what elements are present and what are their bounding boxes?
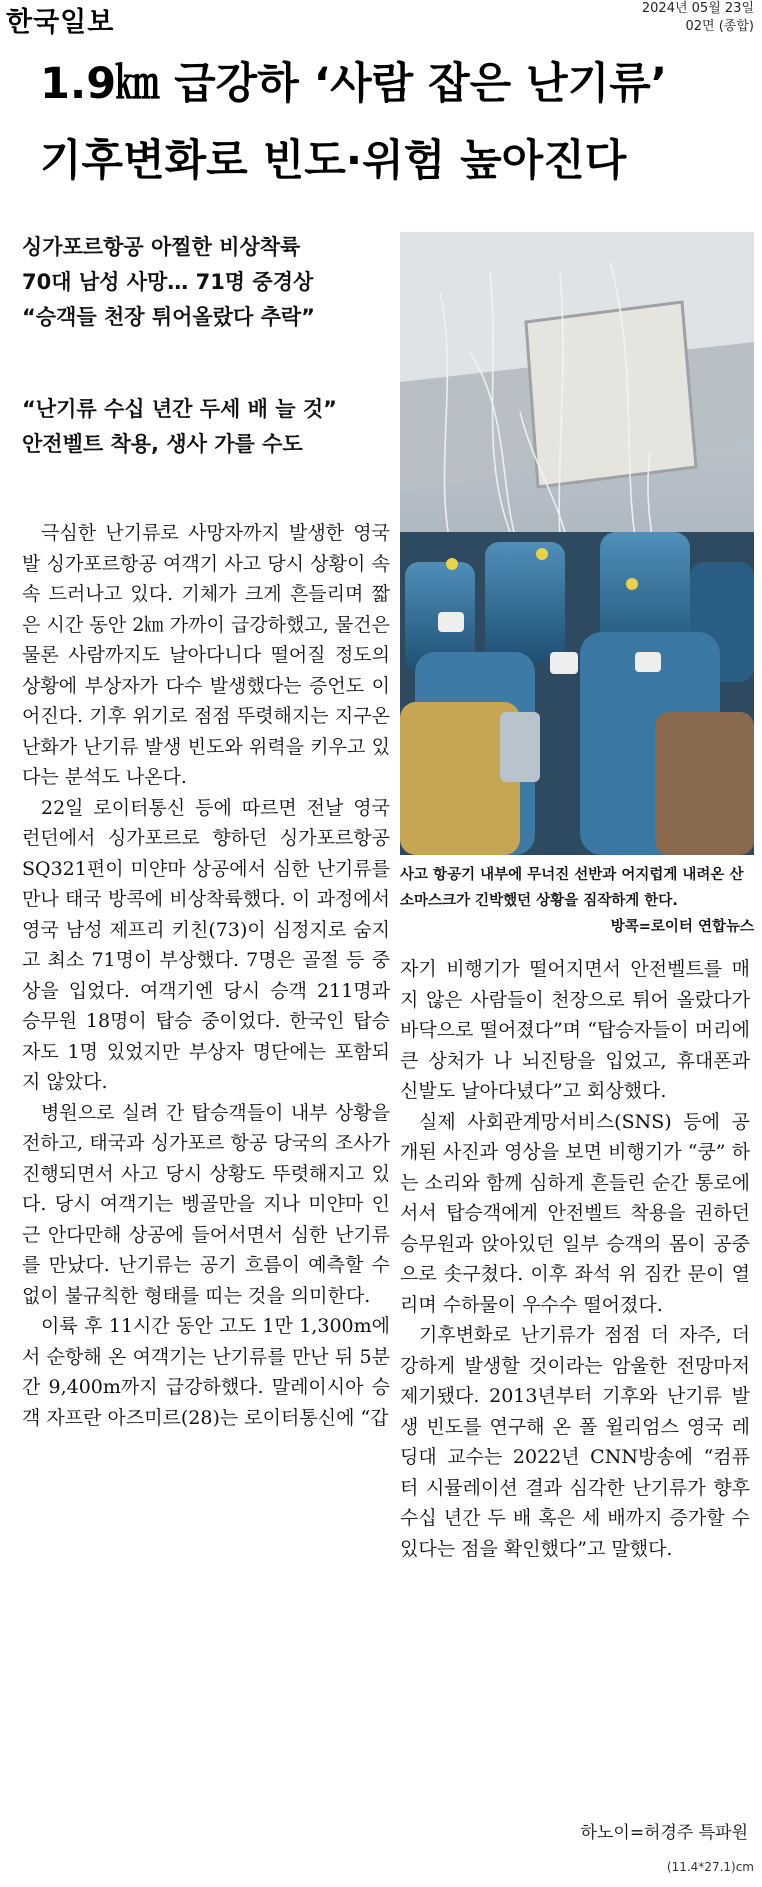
subhead-block-2 bbox=[22, 392, 382, 462]
paragraph: 병원으로 실려 간 탑승객들이 내부 상황을 전하고, 태국과 싱가포르 항공 당국의 조사가 진행되면서 사고 당시 상황도 뚜렷해지고 있다. 당시 여객기는 벵골만을 지나 미얀마 인근 안다만해 상공에 들어서면서 심한 난기류를 만났다. 난기류는 공기 흐름이 예측할 수 없이 불규칙한 형태를 띠는 것을 의미한다. bbox=[22, 1101, 390, 1307]
page-number: 02면 (종합) bbox=[685, 19, 754, 34]
photo-credit: 방콕=로이터 연합뉴스 bbox=[610, 919, 754, 935]
subhead-line: 70대 남성 사망… 71명 중경상 bbox=[22, 270, 314, 294]
photo-caption-block bbox=[400, 862, 754, 940]
byline: 하노이=허경주 특파원 bbox=[580, 1823, 748, 1843]
paragraph: 이륙 후 11시간 동안 고도 1만 1,300m에서 순항해 온 여객기는 난기류를 만난 뒤 5분간 9,400m까지 급강하했다. 말레이시아 승객 자프란 아즈미르(28)는 로이터통신에 “갑 bbox=[22, 1315, 390, 1429]
paragraph: 실제 사회관계망서비스(SNS) 등에 공개된 사진과 영상을 보면 비행기가 “쿵” 하는 소리와 함께 심하게 흔들린 순간 통로에 서서 탑승객에게 안전벨트 착용을 권하던 승무원과 앉아있던 일부 승객의 몸이 공중으로 솟구쳤다. 이후 좌석 위 짐칸 문이 열리며 수하물이 우수수 떨어졌다. bbox=[400, 1110, 750, 1316]
subhead-block-1 bbox=[22, 230, 382, 335]
article-column-left bbox=[22, 518, 390, 1433]
paragraph: 극심한 난기류로 사망자까지 발생한 영국발 싱가포르항공 여객기 사고 당시 상황이 속속 드러나고 있다. 기체가 크게 흔들리며 짧은 시간 동안 2㎞ 가까이 급강하했고, 물건은 물론 사람까지도 날아다니다 떨어질 정도의 상황에 부상자가 다수 발생했다는 증언도 이어진다. 기후 위기로 점점 뚜렷해지는 지구온난화가 난기류 발생 빈도와 위력을 키우고 있다는 분석도 나온다. bbox=[22, 522, 390, 788]
headline-line-2: 기후변화로 빈도·위험 높아진다 bbox=[40, 136, 627, 186]
subhead-line: “난기류 수십 년간 두세 배 늘 것” bbox=[22, 397, 337, 421]
subhead-line: 싱가포르항공 아찔한 비상착륙 bbox=[22, 235, 301, 259]
article-column-right bbox=[400, 954, 750, 1564]
subhead-line: 안전벨트 착용, 생사 가를 수도 bbox=[22, 432, 303, 456]
paragraph: 기후변화로 난기류가 점점 더 자주, 더 강하게 발생할 것이라는 암울한 전망마저 제기됐다. 2013년부터 기후와 난기류 발생 빈도를 연구해 온 폴 윌리엄스 영국 레딩대 교수는 2022년 CNN방송에 “컴퓨터 시뮬레이션 결과 심각한 난기류가 향후 수십 년간 두 배 혹은 세 배까지 증가할 수 있다는 점을 확인했다”고 말했다. bbox=[400, 1324, 750, 1560]
subhead-line: “승객들 천장 튀어올랐다 추락” bbox=[22, 305, 315, 329]
size-note: (11.4*27.1)cm bbox=[666, 1860, 754, 1874]
cabin-photo bbox=[400, 232, 754, 855]
headline-line-1: 1.9㎞ 급강하 ‘사람 잡은 난기류’ bbox=[40, 59, 668, 109]
photo-caption: 사고 항공기 내부에 무너진 선반과 어지럽게 내려온 산소마스크가 긴박했던 상황을 짐작하게 한다. bbox=[400, 867, 744, 909]
masthead-logo: 한국일보 bbox=[6, 7, 115, 38]
publication-date: 2024년 05월 23일 bbox=[641, 1, 754, 16]
paragraph: 자기 비행기가 떨어지면서 안전벨트를 매지 않은 사람들이 천장으로 튀어 올랐다가 바닥으로 떨어졌다”며 “탑승자들이 머리에 큰 상처가 나 뇌진탕을 입었고, 휴대폰과 신발도 날아다녔다”고 회상했다. bbox=[400, 958, 750, 1102]
paragraph: 22일 로이터통신 등에 따르면 전날 영국 런던에서 싱가포르로 향하던 싱가포르항공 SQ321편이 미얀마 상공에서 심한 난기류를 만나 태국 방콕에 비상착륙했다. 이 과정에서 영국 남성 제프리 키친(73)이 심정지로 숨지고 최소 71명이 부상했다. 7명은 골절 등 중상을 입었다. 여객기엔 당시 승객 211명과 승무원 18명이 탑승 중이었다. 한국인 탑승자도 1명 있었지만 부상자 명단에는 포함되지 않았다. bbox=[22, 796, 390, 1093]
dateline bbox=[642, 0, 754, 36]
